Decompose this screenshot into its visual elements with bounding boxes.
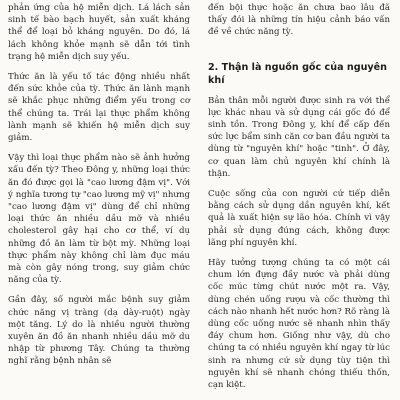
right-paragraph-2: Cuộc sống của con người cứ tiếp diễn bằng cách sử dụng dần nguyên khí, kết quả là xuất hiện sự lão hóa. Chính vì vậy phải sử dụng đúng cách, không được lãng phí nguyên khí. [208,189,390,248]
right-column [208,0,390,399]
left-paragraph-4: Gần đây, số người mắc bệnh suy giảm chức năng vị tràng (dạ dày-ruột) ngày một tăng. Lý do là nhiều người thường xuyên ăn đồ ăn nhanh nhiều dầu mỡ du nhập từ phương Tây. Chúng ta thường nghĩ rằng bệnh nhân sẽ [8,295,190,367]
left-paragraph-1: phản ứng của hệ miễn dịch. Lá lách sản sinh tế bào bạch huyết, sản xuất kháng thể để loại bỏ kháng nguyên. Do đó, lá lách không khỏe mạnh sẽ dẫn tới tình trạng hệ miễn dịch suy yếu. [8,3,190,62]
right-intro-paragraph: đến bội thực hoặc ăn chưa bao lâu đã thấy đói là những tín hiệu cảnh báo vấn đề về chức năng tỳ. [208,3,390,38]
right-paragraph-3: Hãy tưởng tượng chúng ta có một cái chum lớn đựng đầy nước và phải dùng cốc múc từng chút nước một ra. Vậy, dùng chén uống rượu và cốc thường thì cách nào nhanh hết nước hơn? Rõ ràng là dùng cốc uống nước sẽ nhanh nhìn thấy đáy chum hơn. Giống như vậy, dù cho chúng ta có nhiều nguyên khí ngay từ lúc sinh ra nhưng cứ sử dụng tùy tiện thì nguyên khí sẽ nhanh chóng thiếu thốn, cạn kiệt. [208,258,390,391]
left-paragraph-3: Vậy thì loại thực phẩm nào sẽ ảnh hưởng xấu đến tỳ? Theo Đông y, những loại thức ăn đó được gọi là "cao lương đậm vị". Với ý nghĩa tương tự "cao lương mỹ vị" nhưng "cao lương đậm vị" dùng để chỉ những loại thức ăn nhiều dầu mỡ và nhiều cholesterol gây hại cho cơ thể, ví dụ những đồ ăn làm từ bột mỳ. Những loại thực phẩm này không chỉ làm đục máu mà còn gây nóng trong, suy giảm chức năng của tỳ. [8,153,190,286]
right-paragraph-1: Bản thân mỗi người được sinh ra với thể lực khác nhau và sử dụng cái gốc đó để sinh tồn. Trong Đông y, khí để cấp đến sức lực bẩm sinh căn cơ ban đầu người ta dùng từ "nguyên khí" hoặc "tinh". Ở đây, cơ quan làm chủ nguyên khí chính là thận. [208,95,390,179]
left-paragraph-2: Thức ăn là yếu tố tác động nhiều nhất đến sức khỏe của tỳ. Thức ăn lành mạnh sẽ khắc phục những điểm yếu trong cơ thể chúng ta. Trái lại thực phẩm không lành mạnh sẽ khiến hệ miễn dịch suy giảm. [8,72,190,144]
section-heading: 2. Thận là nguồn gốc của nguyên khí [208,61,388,86]
left-column [8,0,190,376]
